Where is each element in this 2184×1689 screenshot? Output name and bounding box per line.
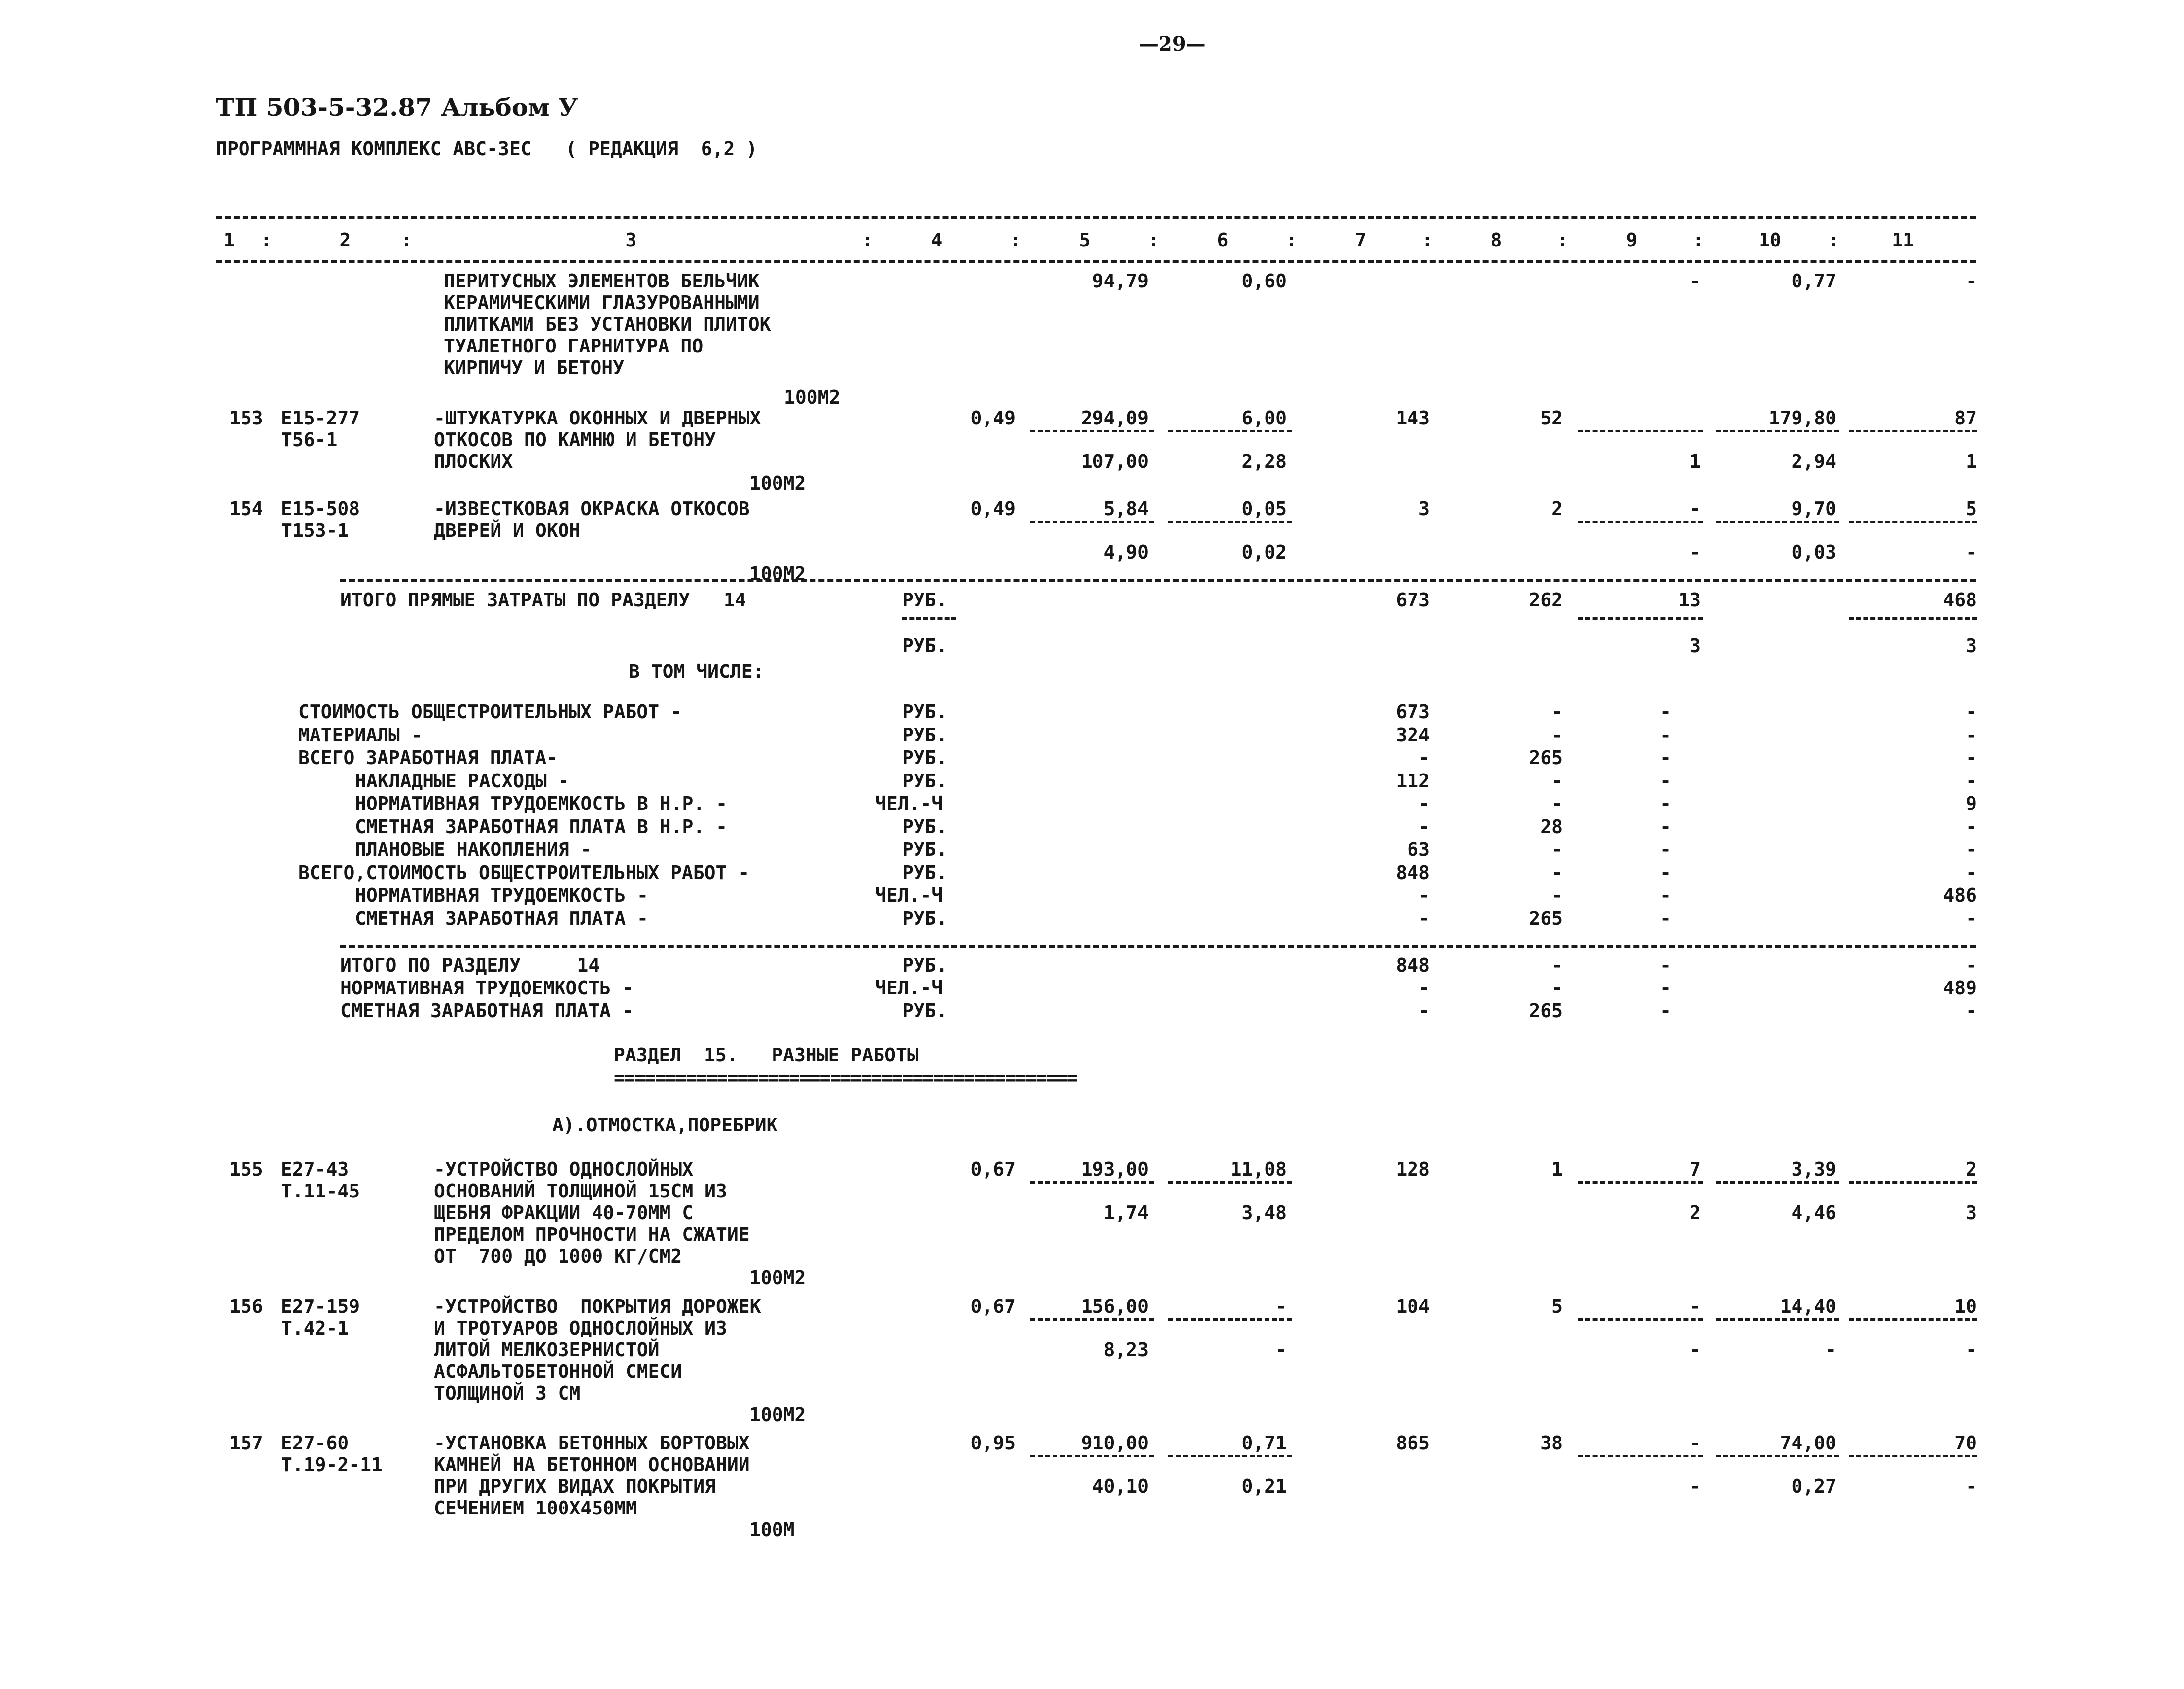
cell-c7: 112	[1396, 770, 1430, 792]
cell-c11: 489	[1943, 977, 1977, 999]
cell-c7: 143	[1396, 407, 1430, 429]
cell-c6: 11,08	[1230, 1159, 1287, 1180]
cell-c4: 0,49	[970, 407, 1016, 429]
cell-c11: 486	[1943, 884, 1977, 906]
description-line: ОТ 700 ДО 1000 КГ/СМ2	[434, 1245, 682, 1267]
sub-rule	[1030, 1455, 1154, 1457]
cell-c9: -	[1660, 793, 1671, 814]
cell-c6-sub: 0,21	[1241, 1476, 1287, 1497]
breakdown-label: СМЕТНАЯ ЗАРАБОТНАЯ ПЛАТА В Н.Р. -	[355, 815, 727, 838]
unit: 100М	[749, 1519, 795, 1541]
section-15-underline: =============================================	[614, 1067, 1077, 1089]
cell-c5-sub: 40,10	[1092, 1476, 1149, 1497]
header-separator: :	[1421, 229, 1433, 251]
header-separator: :	[1828, 229, 1840, 251]
norm-code: Т.11-45	[281, 1180, 360, 1202]
norm-code: Е27-60	[281, 1432, 349, 1454]
cell-c11: -	[1966, 839, 1977, 860]
sub-rule	[1716, 1455, 1839, 1457]
sub-rule	[1578, 521, 1703, 523]
sub-rule	[1578, 1181, 1703, 1184]
section-total-rule	[340, 945, 1976, 948]
cell-c5: 156,00	[1081, 1296, 1149, 1317]
cell-c4: 0,67	[970, 1296, 1016, 1317]
cell-c7: -	[1418, 884, 1430, 906]
cell-c7: 3	[1418, 498, 1430, 520]
norm-code: Т56-1	[281, 429, 338, 451]
cell-c9: 13	[1678, 589, 1701, 611]
cell-c11: -	[1966, 954, 1977, 976]
cell-c10: 74,00	[1780, 1432, 1836, 1454]
header-col-5: 5	[1079, 229, 1091, 251]
sub-rule	[1716, 1318, 1839, 1321]
description-line: СЕЧЕНИЕМ 100Х450ММ	[434, 1497, 637, 1519]
sub-rule	[1849, 430, 1977, 432]
section-15-title: РАЗДЕЛ 15. РАЗНЫЕ РАБОТЫ	[614, 1044, 918, 1066]
sub-rule	[1578, 430, 1703, 432]
description-line: -ШТУКАТУРКА ОКОННЫХ И ДВЕРНЫХ	[434, 407, 761, 429]
norm-code: Т.42-1	[281, 1317, 349, 1339]
totals-rule	[340, 579, 1976, 582]
sub-rule	[1030, 1181, 1154, 1184]
norm-code: Т153-1	[281, 520, 349, 541]
breakdown-label: МАТЕРИАЛЫ -	[298, 724, 423, 746]
cell-c6: 6,00	[1241, 407, 1287, 429]
cell-c4: 0,95	[970, 1432, 1016, 1454]
sub-rule	[1030, 521, 1154, 523]
unit: РУБ.	[902, 815, 948, 838]
description-line: АСФАЛЬТОБЕТОННОЙ СМЕСИ	[434, 1361, 682, 1382]
unit: ЧЕЛ.-Ч	[875, 977, 943, 999]
cell-c11-sub: 3	[1966, 1202, 1977, 1224]
item-number: 157	[229, 1432, 263, 1454]
cell-c6: 0,05	[1241, 498, 1287, 520]
sub-rule	[1849, 1181, 1977, 1184]
cell-c11: 468	[1943, 589, 1977, 611]
cell-c5: 910,00	[1081, 1432, 1149, 1454]
sub-rule	[1030, 1318, 1154, 1321]
norm-code: Е27-159	[281, 1296, 360, 1317]
including-label: В ТОМ ЧИСЛЕ:	[629, 661, 764, 682]
description-line: ОСНОВАНИЙ ТОЛЩИНОЙ 15СМ ИЗ	[434, 1180, 727, 1202]
unit: РУБ.	[902, 1000, 948, 1021]
cell-c7: 848	[1396, 954, 1430, 976]
unit: 100М2	[749, 1404, 806, 1426]
program-line: ПРОГРАММНАЯ КОМПЛЕКС АВС-ЗЕС ( РЕДАКЦИЯ 6,2 )	[216, 138, 758, 160]
cell-c8: 265	[1529, 747, 1563, 769]
header-separator: :	[1692, 229, 1704, 251]
cell-c7: -	[1418, 815, 1430, 838]
description-line: ПРЕДЕЛОМ ПРОЧНОСТИ НА СЖАТИЕ	[434, 1224, 750, 1245]
section-total-label: НОРМАТИВНАЯ ТРУДОЕМКОСТЬ -	[340, 977, 634, 999]
cell-c10: 14,40	[1780, 1296, 1836, 1317]
cell-c9: -	[1660, 954, 1671, 976]
cell-c8: -	[1551, 724, 1563, 746]
cell-c6-sub: 2,28	[1241, 451, 1287, 472]
cell-c4: 0,67	[970, 1159, 1016, 1180]
cell-c11: -	[1966, 815, 1977, 838]
cell-c8: -	[1551, 770, 1563, 792]
cell-c11: -	[1966, 861, 1977, 883]
cell-c11: -	[1966, 907, 1977, 929]
cell-c9-sub: 1	[1690, 451, 1701, 472]
header-col-3: 3	[625, 229, 637, 251]
cell-c11: 9	[1966, 793, 1977, 814]
cell-c6: 0,60	[1241, 270, 1287, 292]
cell-c7: 128	[1396, 1159, 1430, 1180]
cell-c10-sub: 2,94	[1791, 451, 1836, 472]
sub-rule	[1168, 521, 1292, 523]
cell-c7: 104	[1396, 1296, 1430, 1317]
header-separator: :	[401, 229, 413, 251]
cell-c11-sub: -	[1966, 1339, 1977, 1361]
cell-c8: 265	[1529, 1000, 1563, 1021]
cell-c7: -	[1418, 977, 1430, 999]
cell-c9: -	[1690, 1296, 1701, 1317]
cell-c6: -	[1275, 1296, 1287, 1317]
cell-c6: 0,71	[1241, 1432, 1287, 1454]
description-line: -УСТРОЙСТВО ПОКРЫТИЯ ДОРОЖЕК	[434, 1296, 761, 1317]
cell-c9: -	[1660, 977, 1671, 999]
sub-rule	[1849, 1455, 1977, 1457]
breakdown-label: НОРМАТИВНАЯ ТРУДОЕМКОСТЬ В Н.Р. -	[355, 793, 727, 814]
cell-c5: 94,79	[1092, 270, 1149, 292]
cell-c9: -	[1660, 815, 1671, 838]
cell-c8: -	[1551, 977, 1563, 999]
cell-c7: 848	[1396, 861, 1430, 883]
cell-c5-sub: 4,90	[1103, 541, 1149, 563]
description-line: -ИЗВЕСТКОВАЯ ОКРАСКА ОТКОСОВ	[434, 498, 750, 520]
sub-rule	[1716, 430, 1839, 432]
header-separator: :	[1010, 229, 1022, 251]
unit: РУБ.	[902, 635, 948, 657]
cell-c7: -	[1418, 907, 1430, 929]
cell-c5: 5,84	[1103, 498, 1149, 520]
sub-rule	[1716, 521, 1839, 523]
cell-c11: 70	[1954, 1432, 1977, 1454]
cell-c9-sub: -	[1690, 1339, 1701, 1361]
cell-c10: 179,80	[1768, 407, 1836, 429]
cell-c9: -	[1660, 907, 1671, 929]
totals-label: ИТОГО ПРЯМЫЕ ЗАТРАТЫ ПО РАЗДЕЛУ 14	[340, 589, 746, 611]
cell-c10: 0,77	[1791, 270, 1836, 292]
breakdown-label: ВСЕГО,СТОИМОСТЬ ОБЩЕСТРОИТЕЛЬНЫХ РАБОТ -	[298, 861, 750, 883]
section-total-label: ИТОГО ПО РАЗДЕЛУ 14	[340, 954, 600, 976]
cell-c5-sub: 1,74	[1103, 1202, 1149, 1224]
header-separator: :	[1557, 229, 1569, 251]
cell-c8: 265	[1529, 907, 1563, 929]
header-col-6: 6	[1217, 229, 1229, 251]
cell-c9: -	[1690, 1432, 1701, 1454]
cell-c8: 262	[1529, 589, 1563, 611]
unit: РУБ.	[902, 907, 948, 929]
cell-c8: 28	[1540, 815, 1563, 838]
page-number: —29—	[1139, 33, 1206, 56]
cell-c11: 87	[1954, 407, 1977, 429]
cell-c11: 10	[1954, 1296, 1977, 1317]
header-col-4: 4	[931, 229, 943, 251]
unit: 100М2	[749, 472, 806, 494]
cell-c5: 193,00	[1081, 1159, 1149, 1180]
cell-c8: -	[1551, 861, 1563, 883]
cell-c9-sub: -	[1690, 1476, 1701, 1497]
description-line: ТОЛЩИНОЙ 3 СМ	[434, 1382, 581, 1404]
cell-c8: 2	[1551, 498, 1563, 520]
norm-code: Е27-43	[281, 1159, 349, 1180]
cell-c11: -	[1966, 1000, 1977, 1021]
cell-c9: -	[1660, 861, 1671, 883]
sub-rule	[1030, 430, 1154, 432]
cell-c11: 5	[1966, 498, 1977, 520]
cell-c11-sub: 1	[1966, 451, 1977, 472]
description-line: ЛИТОЙ МЕЛКОЗЕРНИСТОЙ	[434, 1339, 660, 1361]
cell-c7: 673	[1396, 701, 1430, 723]
description-line: ДВЕРЕЙ И ОКОН	[434, 520, 581, 541]
cell-c8: 5	[1551, 1296, 1563, 1317]
sub-rule	[1578, 1455, 1703, 1457]
cell-c11: -	[1966, 701, 1977, 723]
cell-c9-sub: 3	[1690, 635, 1701, 657]
description-line: ОТКОСОВ ПО КАМНЮ И БЕТОНУ	[434, 429, 716, 451]
unit: ЧЕЛ.-Ч	[875, 793, 943, 814]
item-number: 153	[229, 407, 263, 429]
cell-c9: -	[1660, 839, 1671, 860]
sub-rule	[1168, 1318, 1292, 1321]
cell-c7: 63	[1407, 839, 1430, 860]
norm-code: Е15-508	[281, 498, 360, 520]
cell-c11-sub: -	[1966, 1476, 1977, 1497]
header-col-8: 8	[1490, 229, 1502, 251]
description-line: ПЛОСКИХ	[434, 451, 513, 472]
sub-rule	[1168, 430, 1292, 432]
subsection-title: А).ОТМОСТКА,ПОРЕБРИК	[552, 1114, 778, 1136]
cell-c8: 38	[1540, 1432, 1563, 1454]
cell-c8: -	[1551, 701, 1563, 723]
unit: РУБ.	[902, 747, 948, 769]
cell-c8: 1	[1551, 1159, 1563, 1180]
description-line: -УСТАНОВКА БЕТОННЫХ БОРТОВЫХ	[434, 1432, 750, 1454]
cell-c8: 52	[1540, 407, 1563, 429]
cell-c5: 294,09	[1081, 407, 1149, 429]
norm-code: Т.19-2-11	[281, 1454, 383, 1476]
header-col-2: 2	[339, 229, 351, 251]
cell-c5-sub: 107,00	[1081, 451, 1149, 472]
description-line: КЕРАМИЧЕСКИМИ ГЛАЗУРОВАННЫМИ	[444, 292, 760, 314]
document-title: ТП 503-5-32.87 Альбом У	[216, 93, 578, 122]
table-header-rule	[216, 260, 1976, 263]
cell-c7: 865	[1396, 1432, 1430, 1454]
header-col-1: 1	[223, 229, 235, 251]
sub-rule	[1578, 617, 1703, 620]
unit: ЧЕЛ.-Ч	[875, 884, 943, 906]
sub-rule	[1849, 521, 1977, 523]
item-number: 156	[229, 1296, 263, 1317]
cell-c8: -	[1551, 884, 1563, 906]
description-line: КИРПИЧУ И БЕТОНУ	[444, 357, 625, 379]
cell-c7: -	[1418, 1000, 1430, 1021]
cell-c11: 2	[1966, 1159, 1977, 1180]
unit: 100М2	[749, 563, 806, 585]
cell-c11: -	[1966, 770, 1977, 792]
cell-c10-sub: 0,03	[1791, 541, 1836, 563]
breakdown-label: НОРМАТИВНАЯ ТРУДОЕМКОСТЬ -	[355, 884, 648, 906]
item-number: 155	[229, 1159, 263, 1180]
description-line: ПРИ ДРУГИХ ВИДАХ ПОКРЫТИЯ	[434, 1476, 716, 1497]
cell-c11: -	[1966, 724, 1977, 746]
cell-c11-sub: -	[1966, 541, 1977, 563]
description-line: ПЕРИТУСНЫХ ЭЛЕМЕНТОВ БЕЛЬЧИК	[444, 270, 760, 292]
cell-c10-sub: 0,27	[1791, 1476, 1836, 1497]
cell-c8: -	[1551, 839, 1563, 860]
unit: РУБ.	[902, 724, 948, 746]
cell-c9-sub: -	[1690, 541, 1701, 563]
section-total-label: СМЕТНАЯ ЗАРАБОТНАЯ ПЛАТА -	[340, 1000, 634, 1021]
unit: РУБ.	[902, 701, 948, 723]
cell-c9: -	[1660, 701, 1671, 723]
cell-c6-sub: 3,48	[1241, 1202, 1287, 1224]
cell-c9: -	[1690, 498, 1701, 520]
sub-rule	[1578, 1318, 1703, 1321]
cell-c7: -	[1418, 747, 1430, 769]
cell-c10-sub: -	[1825, 1339, 1836, 1361]
unit-rule	[902, 617, 956, 620]
description-line: ЩЕБНЯ ФРАКЦИИ 40-70ММ С	[434, 1202, 694, 1224]
cell-c11: -	[1966, 747, 1977, 769]
unit: РУБ.	[902, 770, 948, 792]
unit: РУБ.	[902, 839, 948, 860]
cell-c9: 7	[1690, 1159, 1701, 1180]
item-number: 154	[229, 498, 263, 520]
header-separator: :	[1286, 229, 1298, 251]
cell-c8: -	[1551, 793, 1563, 814]
sub-rule	[1168, 1181, 1292, 1184]
header-separator: :	[862, 229, 874, 251]
sub-rule	[1849, 1318, 1977, 1321]
cell-c6-sub: 0,02	[1241, 541, 1287, 563]
cell-c5-sub: 8,23	[1103, 1339, 1149, 1361]
cell-c9: -	[1660, 884, 1671, 906]
header-col-9: 9	[1626, 229, 1638, 251]
cell-c6-sub: -	[1275, 1339, 1287, 1361]
header-col-10: 10	[1759, 229, 1781, 251]
breakdown-label: НАКЛАДНЫЕ РАСХОДЫ -	[355, 770, 569, 792]
cell-c9-sub: 2	[1690, 1202, 1701, 1224]
description-line: И ТРОТУАРОВ ОДНОСЛОЙНЫХ ИЗ	[434, 1317, 727, 1339]
breakdown-label: СТОИМОСТЬ ОБЩЕСТРОИТЕЛЬНЫХ РАБОТ -	[298, 701, 682, 723]
breakdown-label: ПЛАНОВЫЕ НАКОПЛЕНИЯ -	[355, 839, 592, 860]
header-separator: :	[1148, 229, 1160, 251]
cell-c7: 673	[1396, 589, 1430, 611]
sub-rule	[1716, 1181, 1839, 1184]
unit: РУБ.	[902, 861, 948, 883]
description-line: ТУАЛЕТНОГО ГАРНИТУРА ПО	[444, 335, 704, 357]
cell-c4: 0,49	[970, 498, 1016, 520]
cell-c9: -	[1660, 770, 1671, 792]
description-line: КАМНЕЙ НА БЕТОННОМ ОСНОВАНИИ	[434, 1454, 750, 1476]
description-line: ПЛИТКАМИ БЕЗ УСТАНОВКИ ПЛИТОК	[444, 314, 771, 335]
cell-c9: -	[1660, 1000, 1671, 1021]
cell-c9: -	[1690, 270, 1701, 292]
cell-c7: -	[1418, 793, 1430, 814]
cell-c9: -	[1660, 724, 1671, 746]
unit: 100М2	[749, 1267, 806, 1289]
breakdown-label: СМЕТНАЯ ЗАРАБОТНАЯ ПЛАТА -	[355, 907, 648, 929]
description-line: -УСТРОЙСТВО ОДНОСЛОЙНЫХ	[434, 1159, 694, 1180]
cell-c7: 324	[1396, 724, 1430, 746]
table-top-rule	[216, 216, 1976, 219]
unit: РУБ.	[902, 589, 948, 611]
header-col-7: 7	[1355, 229, 1367, 251]
cell-c10-sub: 4,46	[1791, 1202, 1836, 1224]
cell-c9: -	[1660, 747, 1671, 769]
unit: 100М2	[784, 387, 841, 408]
cell-c10: 3,39	[1791, 1159, 1836, 1180]
cell-c10: 9,70	[1791, 498, 1836, 520]
sub-rule	[1168, 1455, 1292, 1457]
norm-code: Е15-277	[281, 407, 360, 429]
sub-rule	[1849, 617, 1977, 620]
unit: РУБ.	[902, 954, 948, 976]
header-col-11: 11	[1892, 229, 1914, 251]
cell-c11: -	[1966, 270, 1977, 292]
cell-c8: -	[1551, 954, 1563, 976]
cell-c11-sub: 3	[1966, 635, 1977, 657]
header-separator: :	[260, 229, 272, 251]
breakdown-label: ВСЕГО ЗАРАБОТНАЯ ПЛАТА-	[298, 747, 558, 769]
